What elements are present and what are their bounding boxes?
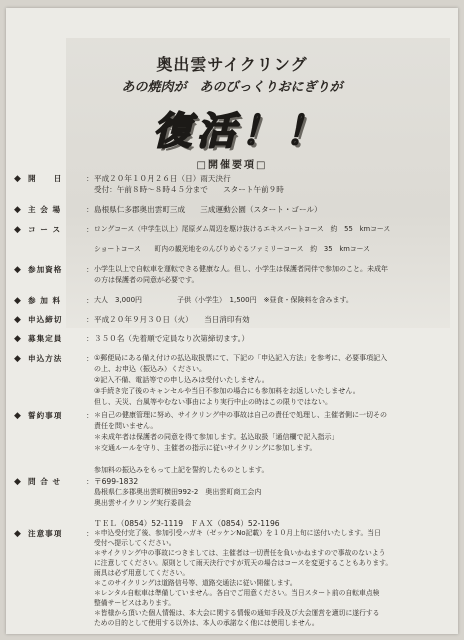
item-label: 申込締切 xyxy=(28,315,63,324)
item-line: 責任を問いません。 xyxy=(94,422,158,430)
item-label: 注意事項 xyxy=(28,529,63,538)
item-label: 申込方法 xyxy=(28,354,63,363)
item-line: 〒699-1832 xyxy=(94,477,139,486)
item-label: コ ー ス xyxy=(28,225,62,234)
item-line: 但し、天災、台風等やむない事由により実行中止の時はこの限りではない。 xyxy=(94,398,332,406)
item-line: 受付：午前８時〜８時４５分まで スタート午前９時 xyxy=(94,185,284,194)
diamond-bullet-icon: ◆ xyxy=(14,265,21,275)
item-line: ＊申込受付完了後、参加引受ハガキ（ゼッケンNo記載）を１０月上旬に送付いたします。当日 xyxy=(94,529,381,537)
section-label: □開催要項□ xyxy=(196,160,268,171)
flyer-subtitle: あの焼肉が あのびっくりおにぎりが xyxy=(121,80,343,95)
item-line: 大人 3,000円 子供（小学生） 1,500円 ※昼食・保険料を含みます。 xyxy=(94,296,353,304)
flyer-title: 奥出雲サイクリング xyxy=(156,55,308,74)
item-label: 開 日 xyxy=(28,174,63,183)
diamond-bullet-icon: ◆ xyxy=(14,205,21,215)
item-line: 島根県仁多郡奥出雲町三成 三成運動公園（スタート・ゴール） xyxy=(94,205,322,214)
item-line: ＊サイクリング中の事故につきましては、主催者は一切責任を負いかねますので事故のないよう xyxy=(94,549,386,557)
item-label: 誓約事項 xyxy=(28,411,63,420)
item-line: の上、お申込（振込み）ください。 xyxy=(94,365,206,373)
item-line: の方は保護者の同意が必要です。 xyxy=(94,276,199,284)
item-line: 雨具は必ず用意してください。 xyxy=(94,569,190,577)
item-line: ＊未成年者は保護者の同意を得て参加します。払込取扱「通信欄で記入指示」 xyxy=(94,433,339,441)
item-line: に注意してください。原則として雨天決行ですが荒天の場合はコースを変更することもあります。 xyxy=(94,559,393,567)
diamond-bullet-icon: ◆ xyxy=(14,477,21,487)
item-line: ＊皆様から頂いた個人情報は、本大会に関する情報の通知手段及び大会運営を適切に遂行する xyxy=(94,609,380,617)
item-label: 参加資格 xyxy=(28,265,63,274)
item-line: ＊レンタル自転車は準備していません。各自でご用意ください。当日スタート前の自転車点検 xyxy=(94,589,380,597)
item-line: ③手続き完了後のキャンセルや当日不参加の場合にも参加料をお返しいたしません。 xyxy=(94,387,360,395)
item-label: 主 会 場 xyxy=(28,205,62,214)
flyer-page: 奥出雲サイクリング あの焼肉が あのびっくりおにぎりが 復活！！ □開催要項□ ◆ 開 日 ： 平成２０年１０月２６日（日）雨天決行 受付：午前８時〜８時４５分まで スタート午前９時 ◆ 主 会 場 ： 島根県仁多郡奥出雲町三成 三成運動公園（スタート・ゴール） ◆ コ ー ス ： ロングコース（中学生以上）尾原ダム周辺を駆け抜けるエキスパートコース 約 55 kmコース ショートコース 町内の観光地をのんびりめぐるファミリーコース 約 35 kmコース ◆ 参加資格 ： 小学生以上で自転車を運転できる健康な人。但し、小学生は保護者同伴で参加のこと。未成年 の方は保護者の同意が必要です。 ◆ 参 加 料 ： 大人 3,000円 子供（小学生） 1,500円 ※昼食・保険料を含みます。 ◆ 申込締切 ： 平成２０年９月３０日（火） 当日消印有効 ◆ 募集定員 ： ３５０名（先着順で定員なり次第締切ます。） ◆ 申込方法 ： ①郵便局にある備え付けの払込取扱票にて、下記の「申込記入方法」を参考に、必要事項記入 の上、お申込（振込み）ください。 ②記入不備、電話等での申し込みは受付いたしません。 ③手続き完了後のキャンセルや当日不参加の場合にも参加料をお返しいたしません。 但し、天災、台風等やむない事由により実行中止の時はこの限りではない。 ◆ 誓約事項 ： ＊自己の健康管理に努め、サイクリング中の事故は自己の責任で処理し、主催者側に一切その 責任を問いません。 ＊未成年者は保護者の同意を得て参加します。払込取扱「通信欄で記入指示」 ＊交通ルールを守り、主催者の指示に従いサイクリングに参加します。 参加料の振込みをもって上記を誓約したものとします。 ◆ 問 合 せ ： 〒699-1832 島根県仁多郡奥出雲町横田992-2 奥出雲町商工会内 奥出雲サイクリング実行委員会 ＴＥＬ（0854）52-1119 ＦＡＸ（0854）52-1196 ◆ 注意事項 ： ＊申込受付完了後、参加引受ハガキ（ゼッケンNo記載）を１０月上旬に送付いたします。当日 受付へ提示してください。 ＊サイクリング中の事故につきましては、主催者は一切責任を負いかねますので事故のないよう に注意してください。原則として雨天決行ですが荒天の場合はコースを変更することもあります。 雨具は必ず用意してください。 ＊このサイクリングは道路信号等、道路交通法に従い開催します。 ＊レンタル自転車は準備していません。各自でご用意ください。当日スタート前の自転車点検 整備サービスはあります。 ＊皆様から頂いた個人情報は、本大会に関する情報の通知手段及び大会運営を適切に遂行する ための目的として使用する以外は、本人の承諾なく他には使用しません。 xyxy=(6,8,458,634)
item-label: 参 加 料 xyxy=(28,296,62,305)
item-line: 平成２０年１０月２６日（日）雨天決行 xyxy=(94,174,231,183)
item-line: ＊このサイクリングは道路信号等、道路交通法に従い開催します。 xyxy=(94,579,297,587)
diamond-bullet-icon: ◆ xyxy=(14,411,21,421)
item-line: ＊自己の健康管理に努め、サイクリング中の事故は自己の責任で処理し、主催者側に一切その xyxy=(94,411,387,419)
diamond-bullet-icon: ◆ xyxy=(14,529,21,539)
diamond-bullet-icon: ◆ xyxy=(14,334,21,344)
item-line: 参加料の振込みをもって上記を誓約したものとします。 xyxy=(94,466,269,474)
diamond-bullet-icon: ◆ xyxy=(14,174,21,184)
headline-fukkatsu: 復活！！ xyxy=(152,109,329,153)
item-label: 募集定員 xyxy=(28,334,63,343)
item-line: ②記入不備、電話等での申し込みは受付いたしません。 xyxy=(94,376,269,384)
item-line: ショートコース 町内の観光地をのんびりめぐるファミリーコース 約 35 kmコース xyxy=(94,245,370,253)
item-line: 整備サービスはあります。 xyxy=(94,599,176,607)
diamond-bullet-icon: ◆ xyxy=(14,315,21,325)
item-line: 島根県仁多郡奥出雲町横田992-2 奥出雲町商工会内 xyxy=(94,488,262,496)
item-line: 受付へ提示してください。 xyxy=(94,539,176,547)
item-line: ①郵便局にある備え付けの払込取扱票にて、下記の「申込記入方法」を参考に、必要事項記入 xyxy=(94,354,388,362)
item-line: ＊交通ルールを守り、主催者の指示に従いサイクリングに参加します。 xyxy=(94,444,317,452)
item-line: 平成２０年９月３０日（火） 当日消印有効 xyxy=(94,315,250,324)
item-line: 小学生以上で自転車を運転できる健康な人。但し、小学生は保護者同伴で参加のこと。未成年 xyxy=(94,265,388,273)
item-line: ３５０名（先着順で定員なり次第締切ます。） xyxy=(94,334,250,343)
diamond-bullet-icon: ◆ xyxy=(14,225,21,235)
item-line: ロングコース（中学生以上）尾原ダム周辺を駆け抜けるエキスパートコース 約 55 kmコース xyxy=(94,225,391,233)
item-label: 問 合 せ xyxy=(28,477,62,486)
diamond-bullet-icon: ◆ xyxy=(14,296,21,306)
item-line: ＴＥＬ（0854）52-1119 ＦＡＸ（0854）52-1196 xyxy=(94,519,280,528)
item-line: ための目的として使用する以外は、本人の承諾なく他には使用しません。 xyxy=(94,619,319,627)
diamond-bullet-icon: ◆ xyxy=(14,354,21,364)
item-line: 奥出雲サイクリング実行委員会 xyxy=(94,499,192,507)
